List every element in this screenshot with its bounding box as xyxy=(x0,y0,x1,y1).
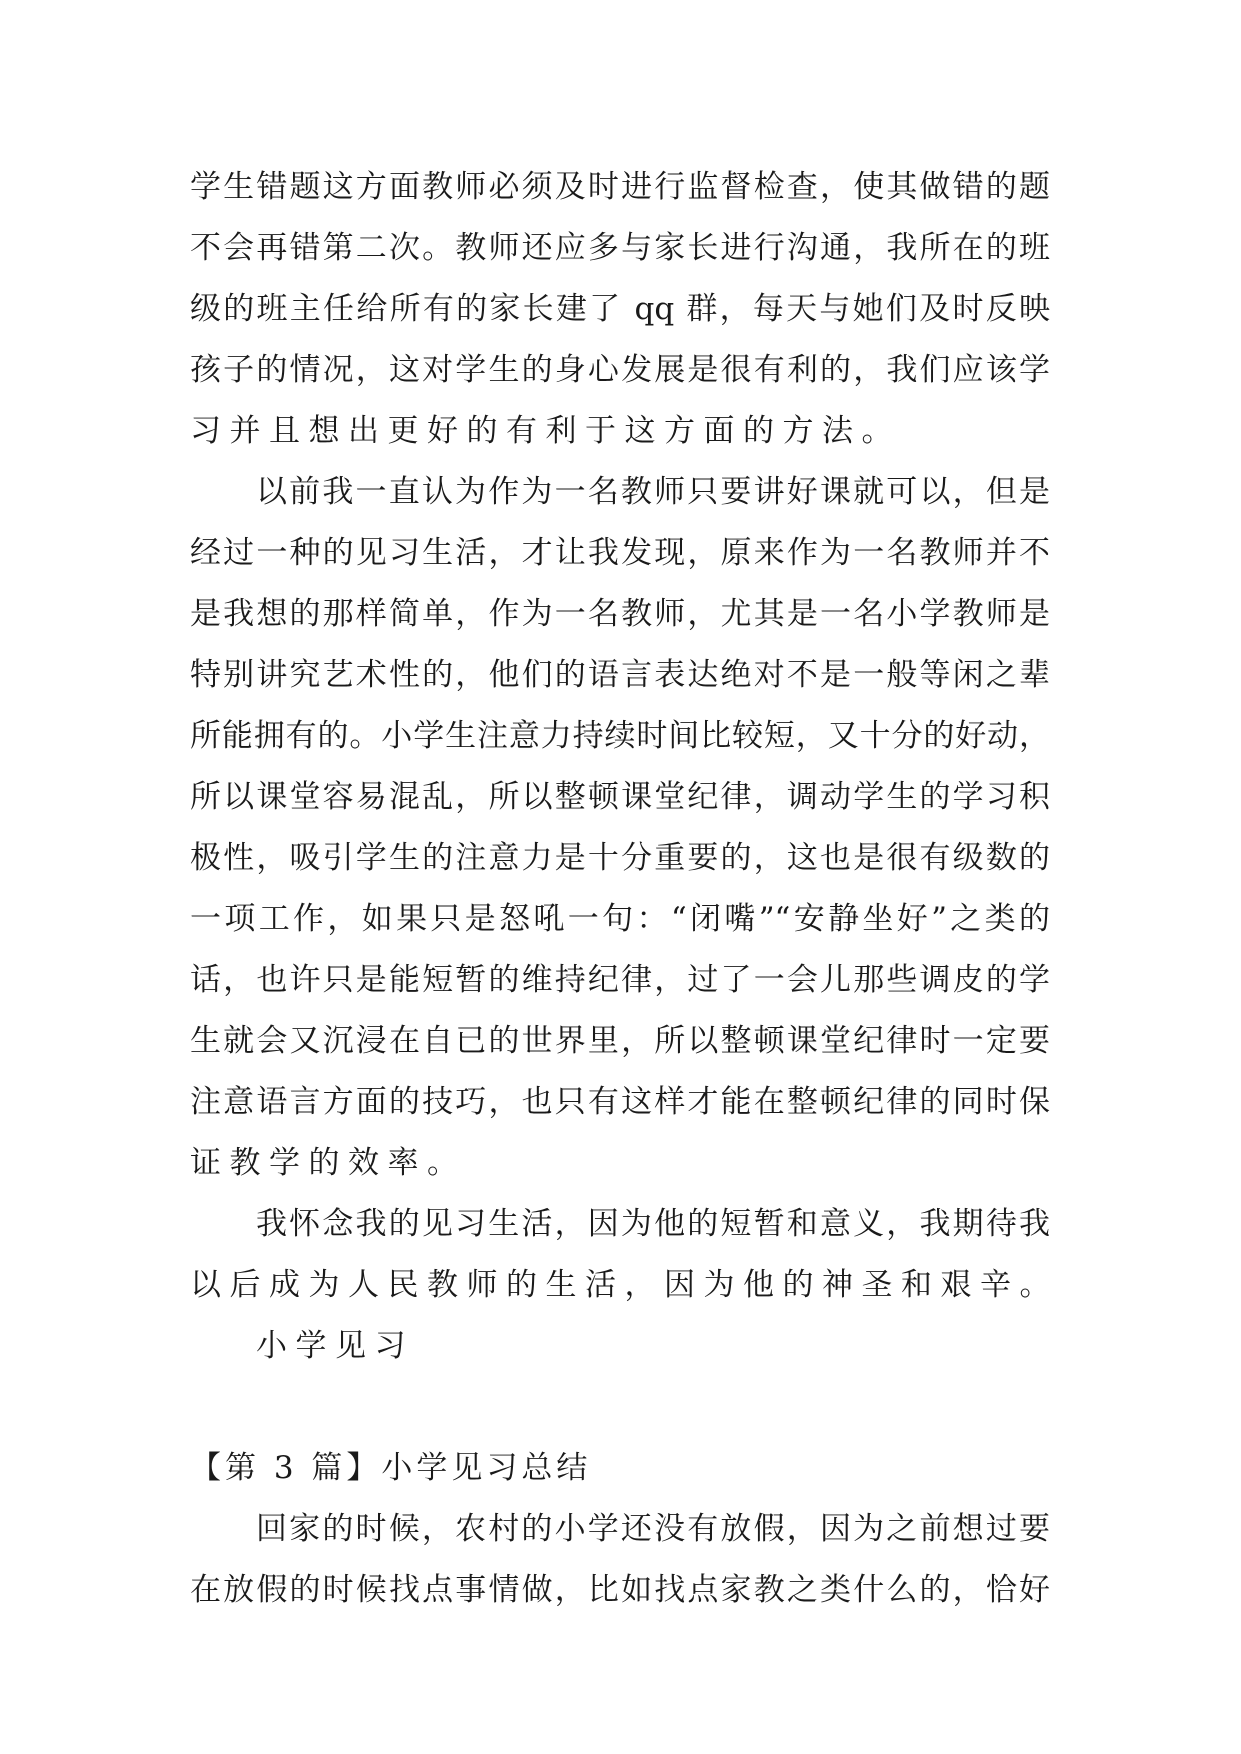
text-line: 不会再错第二次。教师还应多与家长进行沟通，我所在的班 xyxy=(190,230,1050,266)
signature-line: 小学见习 xyxy=(256,1328,414,1364)
document-page xyxy=(190,157,1059,1621)
text-line: 回家的时候，农村的小学还没有放假，因为之前想过要 xyxy=(256,1511,1050,1547)
blank-spacer xyxy=(190,1377,1050,1438)
text-line: 在放假的时候找点事情做，比如找点家教之类什么的，恰好 xyxy=(190,1572,1050,1608)
text-line: 话，也许只是能短暂的维持纪律，过了一会儿那些调皮的学 xyxy=(190,962,1050,998)
text-line: 生就会又沉浸在自已的世界里，所以整顿课堂纪律时一定要 xyxy=(190,1023,1050,1059)
section-heading: 【第 3 篇】小学见习总结 xyxy=(190,1450,592,1486)
paragraph-4 xyxy=(190,1499,1050,1621)
paragraph-1 xyxy=(190,157,1050,462)
text-line: 孩子的情况，这对学生的身心发展是很有利的，我们应该学 xyxy=(190,352,1050,388)
text-line: 是我想的那样简单，作为一名教师，尤其是一名小学教师是 xyxy=(190,596,1050,632)
text-line: 特别讲究艺术性的，他们的语言表达绝对不是一般等闲之辈 xyxy=(190,657,1050,693)
paragraph-2 xyxy=(190,462,1050,1194)
text-line: 所能拥有的。小学生注意力持续时间比较短，又十分的好动， xyxy=(190,718,1050,754)
text-line: 以后成为人民教师的生活，因为他的神圣和艰辛。 xyxy=(190,1267,1059,1303)
paragraph-3 xyxy=(190,1194,1059,1316)
text-line: 级的班主任给所有的家长建了 qq 群，每天与她们及时反映 xyxy=(190,291,1050,327)
text-line: 证教学的效率。 xyxy=(190,1145,467,1181)
text-line: 极性，吸引学生的注意力是十分重要的，这也是很有级数的 xyxy=(190,840,1050,876)
text-line: 以前我一直认为作为一名教师只要讲好课就可以，但是 xyxy=(256,474,1050,510)
text-line: 经过一种的见习生活，才让我发现，原来作为一名教师并不 xyxy=(190,535,1050,571)
text-line: 所以课堂容易混乱，所以整顿课堂纪律，调动学生的学习积 xyxy=(190,779,1050,815)
text-line: 习并且想出更好的有利于这方面的方法。 xyxy=(190,413,901,449)
text-line: 注意语言方面的技巧，也只有这样才能在整顿纪律的同时保 xyxy=(190,1084,1050,1120)
text-line: 我怀念我的见习生活，因为他的短暂和意义，我期待我 xyxy=(256,1206,1050,1242)
text-line: 学生错题这方面教师必须及时进行监督检查，使其做错的题 xyxy=(190,169,1050,205)
text-line: 一项工作，如果只是怒吼一句：“闭嘴”“安静坐好”之类的 xyxy=(190,901,1050,937)
